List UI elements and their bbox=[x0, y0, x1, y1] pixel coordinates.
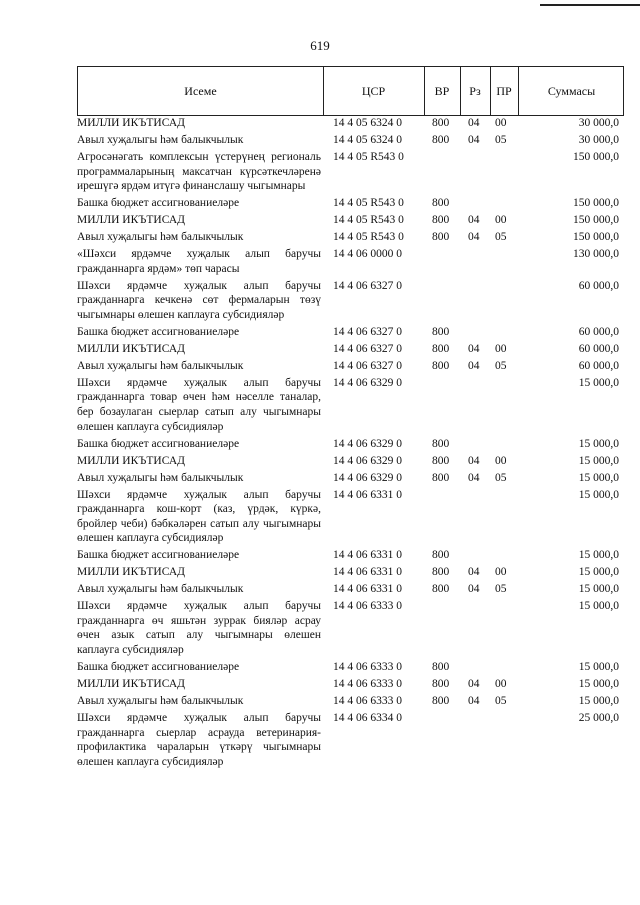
cell-name: Шәхси ярдәмче хуҗалык алып баручы гражданнарга товар өчен һәм нәселле таналар, бер бозаулаган сыерлар сатып алу чыгымнары өлешен каплауга субсидияләр bbox=[77, 376, 321, 433]
cell-pr: 05 bbox=[495, 694, 507, 707]
table-row bbox=[77, 694, 624, 709]
cell-csr: 14 4 06 6327 0 bbox=[333, 325, 402, 338]
table-row bbox=[77, 454, 624, 469]
cell-name: Авыл хуҗалыгы һәм балыкчылык bbox=[77, 133, 244, 146]
cell-name: Авыл хуҗалыгы һәм балыкчылык bbox=[77, 471, 244, 484]
cell-pr: 00 bbox=[495, 214, 507, 227]
cell-csr: 14 4 06 6327 0 bbox=[333, 279, 402, 292]
cell-csr: 14 4 06 0000 0 bbox=[333, 248, 402, 261]
cell-vr: 800 bbox=[432, 549, 450, 562]
cell-csr: 14 4 06 6327 0 bbox=[333, 359, 402, 372]
cell-name: Авыл хуҗалыгы һәм балыкчылык bbox=[77, 231, 244, 244]
cell-sum: 150 000,0 bbox=[573, 231, 619, 244]
cell-csr: 14 4 05 6324 0 bbox=[333, 133, 402, 146]
cell-name: МИЛЛИ ИКЪТИСАД bbox=[77, 454, 185, 467]
cell-sum: 60 000,0 bbox=[578, 342, 619, 355]
cell-sum: 60 000,0 bbox=[578, 325, 619, 338]
cell-vr: 800 bbox=[432, 454, 450, 467]
cell-sum: 30 000,0 bbox=[578, 117, 619, 129]
cell-vr: 800 bbox=[432, 197, 450, 210]
cell-vr: 800 bbox=[432, 325, 450, 338]
cell-csr: 14 4 06 6331 0 bbox=[333, 566, 402, 579]
cell-name: Агросәнәгать комплексын үстерүнең региональ программаларының максатчан күрсәткечләренә ирешүгә ярдәм итүгә финанслашу чыгымнары bbox=[77, 150, 321, 193]
cell-rz: 04 bbox=[468, 454, 480, 467]
cell-csr: 14 4 06 6333 0 bbox=[333, 677, 402, 690]
cell-sum: 60 000,0 bbox=[578, 359, 619, 372]
table-row bbox=[77, 359, 624, 374]
cell-pr: 00 bbox=[495, 566, 507, 579]
table-row bbox=[77, 488, 624, 546]
cell-sum: 150 000,0 bbox=[573, 214, 619, 227]
table-row bbox=[77, 471, 624, 486]
cell-pr: 00 bbox=[495, 677, 507, 690]
cell-csr: 14 4 06 6334 0 bbox=[333, 711, 402, 724]
cell-sum: 15 000,0 bbox=[578, 600, 619, 613]
cell-sum: 150 000,0 bbox=[573, 150, 619, 163]
cell-name: «Шәхси ярдәмче хуҗалык алып баручы гражданнарга ярдәм» төп чарасы bbox=[77, 248, 321, 275]
cell-csr: 14 4 06 6331 0 bbox=[333, 583, 402, 596]
cell-pr: 00 bbox=[495, 117, 507, 129]
cell-name: МИЛЛИ ИКЪТИСАД bbox=[77, 677, 185, 690]
table-row bbox=[77, 325, 624, 340]
table-row bbox=[77, 437, 624, 452]
cell-csr: 14 4 05 6324 0 bbox=[333, 117, 402, 129]
header-sum: Суммасы bbox=[547, 83, 596, 98]
header-vr: ВР bbox=[434, 83, 450, 98]
cell-sum: 15 000,0 bbox=[578, 549, 619, 562]
cell-rz: 04 bbox=[468, 117, 480, 129]
header-pr: ПР bbox=[496, 83, 512, 98]
cell-csr: 14 4 06 6333 0 bbox=[333, 600, 402, 613]
table-row bbox=[77, 711, 624, 769]
cell-vr: 800 bbox=[432, 133, 450, 146]
header-csr: ЦСР bbox=[361, 83, 386, 98]
cell-csr: 14 4 06 6327 0 bbox=[333, 342, 402, 355]
cell-rz: 04 bbox=[468, 583, 480, 596]
cell-name: Башка бюджет ассигнованиеләре bbox=[77, 661, 240, 673]
cell-sum: 15 000,0 bbox=[578, 454, 619, 467]
cell-rz: 04 bbox=[468, 471, 480, 484]
table-row bbox=[77, 230, 624, 245]
cell-sum: 15 000,0 bbox=[578, 677, 619, 690]
table-row bbox=[77, 279, 624, 323]
cell-vr: 800 bbox=[432, 359, 450, 372]
cell-vr: 800 bbox=[432, 583, 450, 596]
page-number: 619 bbox=[310, 38, 330, 53]
cell-vr: 800 bbox=[432, 471, 450, 484]
cell-pr: 05 bbox=[495, 359, 507, 372]
cell-pr: 00 bbox=[495, 342, 507, 355]
cell-rz: 04 bbox=[468, 677, 480, 690]
cell-csr: 14 4 06 6333 0 bbox=[333, 661, 402, 673]
cell-sum: 15 000,0 bbox=[578, 566, 619, 579]
cell-sum: 15 000,0 bbox=[578, 583, 619, 596]
cell-name: Авыл хуҗалыгы һәм балыкчылык bbox=[77, 359, 244, 372]
cell-vr: 800 bbox=[432, 437, 450, 450]
cell-name: МИЛЛИ ИКЪТИСАД bbox=[77, 566, 185, 579]
cell-csr: 14 4 06 6333 0 bbox=[333, 694, 402, 707]
cell-name: Башка бюджет ассигнованиеләре bbox=[77, 437, 240, 450]
table-row bbox=[77, 116, 624, 131]
cell-name: Авыл хуҗалыгы һәм балыкчылык bbox=[77, 694, 244, 707]
cell-vr: 800 bbox=[432, 117, 450, 129]
cell-name: Шәхси ярдәмче хуҗалык алып баручы гражданнарга кечкенә сөт фермаларын төзү чыгымнары өлешен каплауга субсидияләр bbox=[77, 279, 321, 321]
table-row bbox=[77, 133, 624, 148]
table-row bbox=[77, 582, 624, 597]
table-body bbox=[77, 116, 624, 769]
cell-csr: 14 4 06 6329 0 bbox=[333, 437, 402, 450]
table-row bbox=[77, 150, 624, 194]
cell-name: МИЛЛИ ИКЪТИСАД bbox=[77, 117, 185, 129]
cell-pr: 05 bbox=[495, 133, 507, 146]
cell-vr: 800 bbox=[432, 566, 450, 579]
cell-name: Башка бюджет ассигнованиеләре bbox=[77, 325, 240, 338]
cell-pr: 00 bbox=[495, 454, 507, 467]
table-row bbox=[77, 599, 624, 657]
cell-csr: 14 4 06 6329 0 bbox=[333, 454, 402, 467]
cell-vr: 800 bbox=[432, 694, 450, 707]
header-name: Исеме bbox=[184, 83, 217, 98]
cell-name: Шәхси ярдәмче хуҗалык алып баручы гражданнарга сыерлар асрауда ветеринария-профилактика чараларын үткәрү чыгымнары өлешен каплауга субсидияләр bbox=[77, 711, 321, 768]
table-row bbox=[77, 677, 624, 692]
budget-table bbox=[77, 66, 624, 769]
table-row bbox=[77, 548, 624, 563]
cell-rz: 04 bbox=[468, 359, 480, 372]
cell-rz: 04 bbox=[468, 342, 480, 355]
cell-vr: 800 bbox=[432, 661, 450, 673]
cell-rz: 04 bbox=[468, 566, 480, 579]
cell-csr: 14 4 06 6329 0 bbox=[333, 376, 402, 389]
cell-sum: 15 000,0 bbox=[578, 471, 619, 484]
cell-sum: 130 000,0 bbox=[573, 248, 619, 261]
cell-name: Шәхси ярдәмче хуҗалык алып баручы гражданнарга кош-корт (каз, үрдәк, күркә, бройлер чеби) бәбкәләрен сатып алу чыгымнары өлешен каплауга субсидияләр bbox=[77, 488, 321, 545]
cell-rz: 04 bbox=[468, 214, 480, 227]
cell-sum: 15 000,0 bbox=[578, 376, 619, 389]
cell-vr: 800 bbox=[432, 342, 450, 355]
cell-pr: 05 bbox=[495, 231, 507, 244]
cell-pr: 05 bbox=[495, 583, 507, 596]
cell-rz: 04 bbox=[468, 231, 480, 244]
cell-name: МИЛЛИ ИКЪТИСАД bbox=[77, 342, 185, 355]
cell-sum: 15 000,0 bbox=[578, 694, 619, 707]
cell-csr: 14 4 05 R543 0 bbox=[333, 231, 404, 244]
table-row bbox=[77, 565, 624, 580]
cell-sum: 15 000,0 bbox=[578, 661, 619, 673]
cell-name: Шәхси ярдәмче хуҗалык алып баручы гражданнарга өч яшьтән зуррак бияләр асрау өчен азык сатып алу чыгымнары өлешен каплауга субсидияләр bbox=[77, 600, 321, 657]
cell-vr: 800 bbox=[432, 677, 450, 690]
table-row bbox=[77, 196, 624, 211]
table-row bbox=[77, 376, 624, 434]
table-header bbox=[77, 66, 624, 116]
cell-rz: 04 bbox=[468, 694, 480, 707]
header-rz: Рз bbox=[469, 83, 481, 98]
cell-name: МИЛЛИ ИКЪТИСАД bbox=[77, 214, 185, 227]
table-row bbox=[77, 660, 624, 675]
cell-sum: 150 000,0 bbox=[573, 197, 619, 210]
cell-sum: 15 000,0 bbox=[578, 437, 619, 450]
cell-rz: 04 bbox=[468, 133, 480, 146]
cell-sum: 60 000,0 bbox=[578, 279, 619, 292]
table-row bbox=[77, 342, 624, 357]
cell-csr: 14 4 06 6329 0 bbox=[333, 471, 402, 484]
cell-sum: 30 000,0 bbox=[578, 133, 619, 146]
cell-pr: 05 bbox=[495, 471, 507, 484]
cell-vr: 800 bbox=[432, 231, 450, 244]
top-rule bbox=[540, 4, 640, 6]
cell-csr: 14 4 05 R543 0 bbox=[333, 214, 404, 227]
cell-name: Башка бюджет ассигнованиеләре bbox=[77, 549, 240, 562]
cell-csr: 14 4 05 R543 0 bbox=[333, 150, 404, 163]
table-row bbox=[77, 213, 624, 228]
cell-csr: 14 4 06 6331 0 bbox=[333, 488, 402, 501]
cell-csr: 14 4 05 R543 0 bbox=[333, 197, 404, 210]
table-row bbox=[77, 247, 624, 276]
cell-sum: 25 000,0 bbox=[578, 711, 619, 724]
cell-csr: 14 4 06 6331 0 bbox=[333, 549, 402, 562]
cell-vr: 800 bbox=[432, 214, 450, 227]
cell-name: Авыл хуҗалыгы һәм балыкчылык bbox=[77, 583, 244, 596]
cell-sum: 15 000,0 bbox=[578, 488, 619, 501]
cell-name: Башка бюджет ассигнованиеләре bbox=[77, 197, 240, 210]
